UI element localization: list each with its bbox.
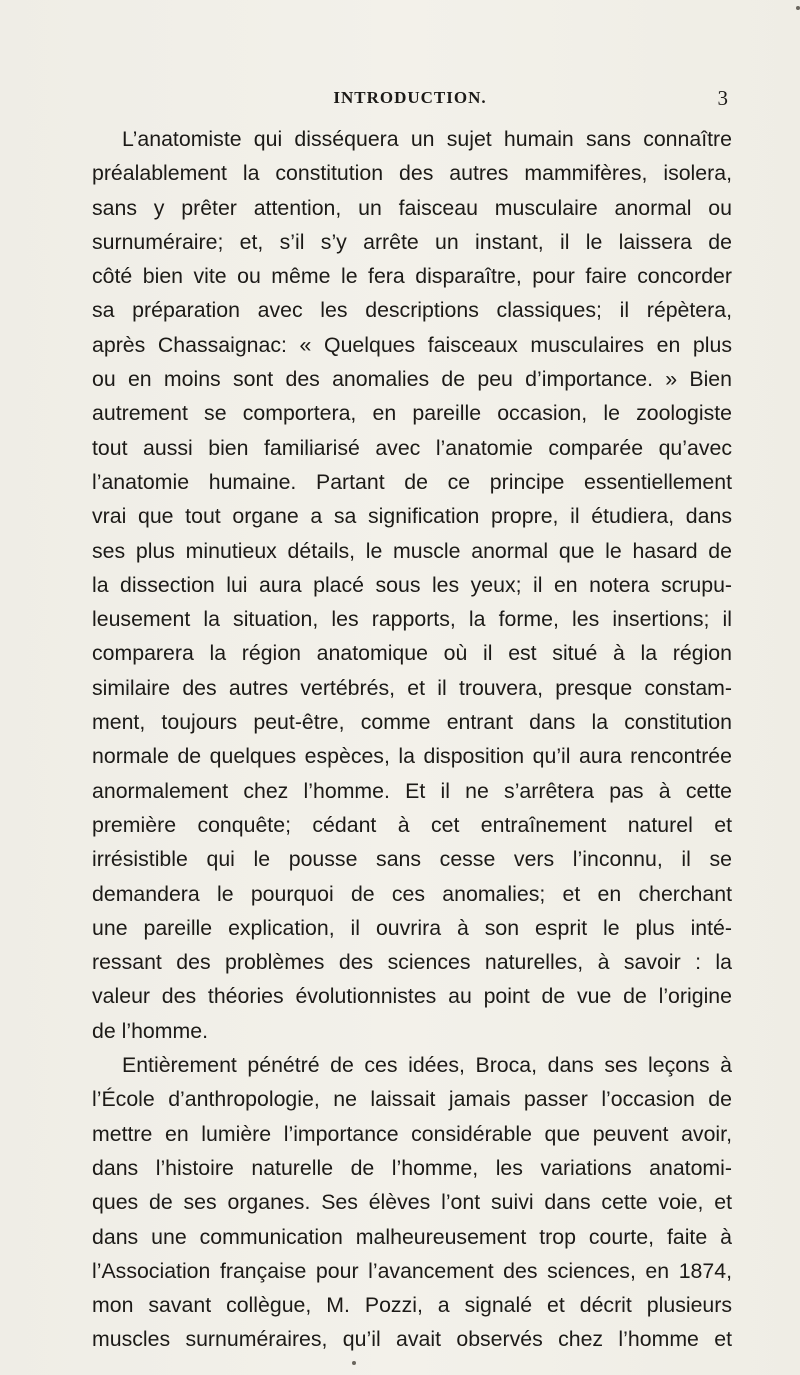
text-line: leusement la situation, les rapports, la forme, les insertions; il (92, 607, 732, 632)
text-line: ou en moins sont des anomalies de peu d’importance. » Bien (92, 367, 732, 392)
text-line: vrai que tout organe a sa signification propre, il étudiera, dans (92, 504, 732, 529)
running-head (92, 88, 728, 112)
text-line: similaire des autres vertébrés, et il trouvera, presque constam- (92, 675, 732, 700)
text-line: anormalement chez l’homme. Et il ne s’arrêtera pas à cette (92, 778, 732, 803)
text-line: normale de quelques espèces, la disposition qu’il aura rencontrée (92, 744, 732, 769)
text-line: une pareille explication, il ouvrira à son esprit le plus inté- (92, 915, 732, 940)
text-line: valeur des théories évolutionnistes au point de vue de l’origine (92, 984, 732, 1009)
text-line: dans l’histoire naturelle de l’homme, les variations anatomi- (92, 1155, 732, 1180)
text-line: l’École d’anthropologie, ne laissait jamais passer l’occasion de (92, 1087, 732, 1112)
text-line: l’anatomie humaine. Partant de ce principe essentiellement (92, 469, 732, 494)
text-line: muscles surnuméraires, qu’il avait observés chez l’homme et (92, 1327, 732, 1352)
text-line: mon savant collègue, M. Pozzi, a signalé et décrit plusieurs (92, 1293, 732, 1318)
text-line: sa préparation avec les descriptions classiques; il répètera, (92, 298, 732, 323)
text-line: tout aussi bien familiarisé avec l’anatomie comparée qu’avec (92, 435, 732, 460)
print-speck (352, 1361, 356, 1365)
running-title: INTRODUCTION. (333, 88, 487, 107)
text-line: demandera le pourquoi de ces anomalies; et en cherchant (92, 881, 732, 906)
paragraph (92, 1048, 732, 1357)
text-line: ressant des problèmes des sciences naturelles, à savoir : la (92, 950, 732, 975)
text-line: L’anatomiste qui disséquera un sujet humain sans connaître (122, 127, 732, 151)
paragraph (92, 122, 732, 1048)
text-line: comparera la région anatomique où il est situé à la région (92, 641, 732, 666)
text-line: ment, toujours peut-être, comme entrant dans la constitution (92, 710, 732, 735)
text-line: de l’homme. (92, 1018, 208, 1043)
text-line: ques de ses organes. Ses élèves l’ont suivi dans cette voie, et (92, 1190, 732, 1215)
text-line: ses plus minutieux détails, le muscle anormal que le hasard de (92, 538, 732, 563)
page-number: 3 (717, 86, 728, 110)
text-line: surnuméraire; et, s’il s’y arrête un instant, il le laissera de (92, 229, 732, 254)
text-line: côté bien vite ou même le fera disparaître, pour faire concorder (92, 264, 732, 289)
text-line: Entièrement pénétré de ces idées, Broca, dans ses leçons à (122, 1053, 732, 1078)
text-line: irrésistible qui le pousse sans cesse vers l’inconnu, il se (92, 847, 732, 872)
text-line: dans une communication malheureusement trop courte, faite à (92, 1224, 732, 1249)
text-line: autrement se comportera, en pareille occasion, le zoologiste (92, 401, 732, 426)
text-line: après Chassaignac: « Quelques faisceaux musculaires en plus (92, 332, 732, 357)
text-line: l’Association française pour l’avancement des sciences, en 1874, (92, 1258, 732, 1283)
text-line: première conquête; cédant à cet entraînement naturel et (92, 812, 732, 837)
text-line: préalablement la constitution des autres mammifères, isolera, (92, 161, 732, 186)
body-text (92, 122, 732, 1357)
text-line: mettre en lumière l’importance considérable que peuvent avoir, (92, 1121, 732, 1146)
text-line: la dissection lui aura placé sous les yeux; il en notera scrupu- (92, 572, 732, 597)
print-speck (796, 6, 800, 10)
text-line: sans y prêter attention, un faisceau musculaire anormal ou (92, 195, 732, 220)
